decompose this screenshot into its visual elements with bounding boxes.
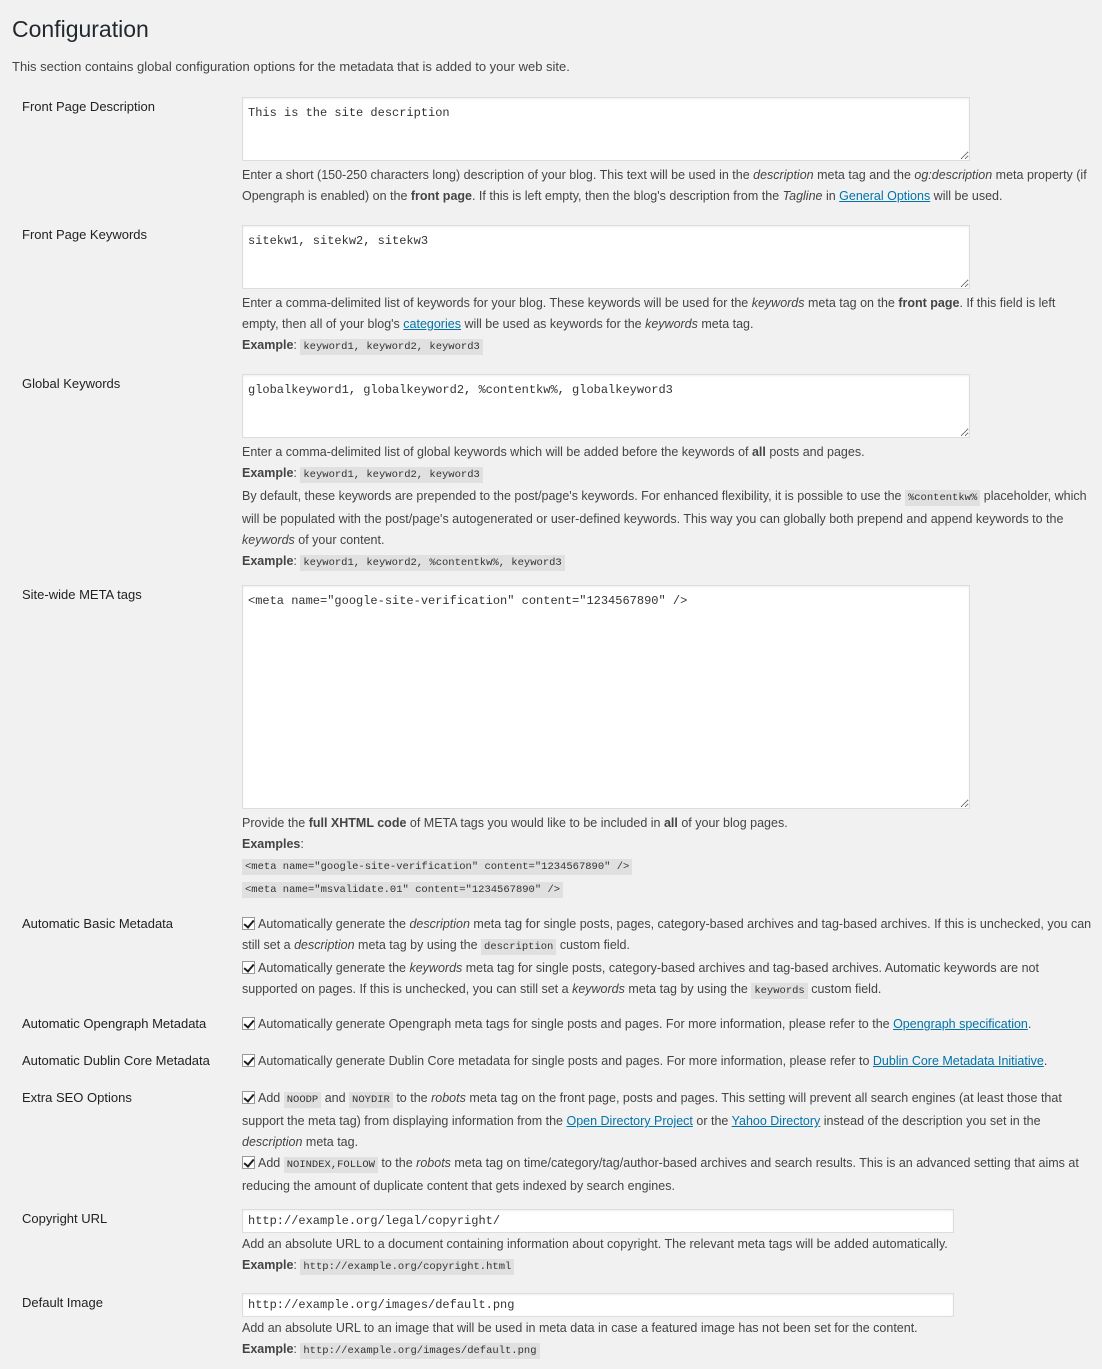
example-line: Example: http://example.org/copyright.html (242, 1255, 1092, 1278)
help-text: meta tag on the (804, 296, 899, 310)
copyright-url-input[interactable] (242, 1209, 954, 1233)
global-keywords-field-wrap (242, 374, 1092, 574)
option-text: Automatically generate Dublin Core metadata for single posts and pages. For more information, please refer to (258, 1054, 873, 1068)
copyright-label: Copyright URL (22, 1211, 108, 1226)
dublin-core-link[interactable]: Dublin Core Metadata Initiative (872, 1054, 1044, 1068)
example-label: Examples (242, 837, 301, 851)
option-text: meta tag by using the (624, 982, 752, 996)
example-code: http://example.org/images/default.png (300, 1343, 539, 1359)
global-keywords-textarea[interactable] (242, 374, 970, 438)
noindex-option (242, 1153, 1092, 1197)
example-code: keyword1, keyword2, %contentkw%, keyword3 (300, 555, 564, 571)
yahoo-directory-link[interactable]: Yahoo Directory (731, 1114, 821, 1128)
page-title: Configuration (12, 16, 149, 42)
global-keywords-label: Global Keywords (22, 376, 121, 391)
example-label: Example (242, 1258, 294, 1272)
auto-keywords-option (242, 958, 1092, 1002)
meta-tags-label: Site-wide META tags (22, 587, 142, 602)
help-text: of META tags you would like to be included in (406, 816, 664, 830)
help-bold: full XHTML code (308, 816, 407, 830)
copyright-field-wrap (242, 1209, 1092, 1278)
example-code: http://example.org/copyright.html (300, 1259, 514, 1275)
checkbox-checked-icon[interactable] (242, 1091, 255, 1104)
categories-link[interactable]: categories (403, 317, 461, 331)
help-paragraph (242, 442, 1092, 463)
help-text: in (822, 189, 840, 203)
checkbox-checked-icon[interactable] (242, 1054, 255, 1067)
option-text: or the (692, 1114, 732, 1128)
option-emphasis: description (242, 1135, 303, 1149)
option-text: custom field. (807, 982, 882, 996)
extra-seo-field-wrap (242, 1088, 1092, 1197)
help-bold: all (751, 445, 766, 459)
option-text: custom field. (556, 938, 630, 952)
option-text: Automatically generate Opengraph meta tags for single posts and pages. For more information, please refer to the (258, 1017, 894, 1031)
option-text: Automatically generate the (258, 961, 410, 975)
front-keywords-textarea[interactable] (242, 225, 970, 289)
help-paragraph (242, 813, 1092, 834)
option-emphasis: keywords (572, 982, 625, 996)
example-code: keyword1, keyword2, keyword3 (300, 339, 482, 355)
default-image-field-wrap (242, 1293, 1092, 1362)
help-text: Provide the (242, 816, 309, 830)
help-bold: front page (410, 189, 472, 203)
example-label: Example (242, 466, 294, 480)
option-emphasis: keywords (409, 961, 463, 975)
help-text: of your blog pages. (677, 816, 788, 830)
help-emphasis: og:description (914, 168, 993, 182)
meta-tags-textarea[interactable] (242, 585, 970, 809)
help-text: Enter a short (150-250 characters long) description of your blog. This text will be used in the (242, 168, 754, 182)
option-text: meta tag on time/category/tag/author-based archives and search results. This is an advanced setting that aims at reducing the amount of duplicate content that gets indexed by search engines. (242, 1156, 1079, 1193)
help-text: posts and pages. (765, 445, 865, 459)
example-label: Example (242, 554, 294, 568)
help-paragraph (242, 486, 1092, 551)
option-text: . (1027, 1017, 1032, 1031)
checkbox-checked-icon[interactable] (242, 1017, 255, 1030)
help-text: placeholder, which will be populated with the post/page's autogenerated or user-defined keywords. This way you can globally both prepend and append keywords to the (242, 489, 1087, 526)
option-text: Add (258, 1091, 284, 1105)
checkbox-checked-icon[interactable] (242, 917, 255, 930)
default-image-label: Default Image (22, 1295, 103, 1310)
placeholder-code: %contentkw% (905, 490, 980, 506)
option-text: instead of the description you set in the (820, 1114, 1041, 1128)
option-text: meta tag for single posts, category-based archives and tag-based archives. Automatic keywords are not supported on pages. If this is unchecked, you can still set a (242, 961, 1039, 996)
option-emphasis: description (294, 938, 355, 952)
opengraph-spec-link[interactable]: Opengraph specification (893, 1017, 1028, 1031)
auto-dublin-field-wrap (242, 1051, 1092, 1072)
option-text: meta tag for single posts, pages, category-based archives and tag-based archives. If this is unchecked, you can still set a (242, 917, 1092, 952)
front-description-textarea[interactable] (242, 97, 970, 161)
auto-dublin-label: Automatic Dublin Core Metadata (22, 1053, 210, 1068)
option-text: meta tag by using the (354, 938, 482, 952)
option-text: . (1043, 1054, 1048, 1068)
help-text: of your content. (294, 533, 385, 547)
help-emphasis: Tagline (782, 189, 823, 203)
global-keywords-help (242, 442, 1092, 574)
option-code: NOYDIR (349, 1092, 393, 1108)
help-paragraph (242, 293, 1092, 335)
default-image-url-input[interactable] (242, 1293, 954, 1317)
checkbox-checked-icon[interactable] (242, 961, 255, 974)
option-code: NOINDEX,FOLLOW (284, 1157, 378, 1173)
front-keywords-help (242, 293, 1092, 358)
example-label: Example (242, 338, 294, 352)
help-bold: front page (898, 296, 960, 310)
auto-dublin-option (242, 1051, 1092, 1072)
help-emphasis: keywords (751, 296, 805, 310)
option-text: meta tag. (302, 1135, 359, 1149)
help-emphasis: keywords (242, 533, 295, 547)
help-text: . If this is left empty, then the blog's description from the (471, 189, 783, 203)
option-emphasis: description (409, 917, 470, 931)
option-code: keywords (751, 983, 807, 999)
meta-tags-help (242, 813, 1092, 901)
example-line: Example: keyword1, keyword2, %contentkw%, keyword3 (242, 551, 1092, 574)
option-code: description (481, 939, 556, 955)
general-options-link[interactable]: General Options (839, 189, 931, 203)
page-intro: This section contains global configuration options for the metadata that is added to your web site. (12, 59, 570, 74)
front-description-help (242, 165, 1092, 207)
help-text: Enter a comma-delimited list of global keywords which will be added before the keywords of (242, 445, 752, 459)
examples-heading: Examples: (242, 837, 304, 851)
help-text: . If this field is left empty, then all of your blog's (242, 296, 1056, 331)
help-emphasis: description (753, 168, 814, 182)
example-line: Example: keyword1, keyword2, keyword3 (242, 463, 1092, 486)
help-text: Enter a comma-delimited list of keywords for your blog. These keywords will be used for the (242, 296, 752, 310)
auto-opengraph-option (242, 1014, 1092, 1035)
auto-opengraph-label: Automatic Opengraph Metadata (22, 1016, 207, 1031)
option-text: meta tag on the front page, posts and pages. This setting will prevent all search engines (at least those that support the meta tag) from displaying information from the (242, 1091, 1062, 1128)
example-label: Example (242, 1342, 294, 1356)
option-text: and (321, 1091, 350, 1105)
example-code: <meta name="google-site-verification" content="1234567890" /> (242, 859, 632, 875)
help-paragraph: Add an absolute URL to an image that will be used in meta data in case a featured image has not been set for the content. (242, 1321, 918, 1335)
front-keywords-field-wrap (242, 225, 1092, 358)
help-text: meta tag and the (813, 168, 915, 182)
meta-tags-field-wrap (242, 585, 1092, 901)
help-paragraph: Add an absolute URL to a document containing information about copyright. The relevant meta tags will be added automatically. (242, 1237, 948, 1251)
auto-description-option (242, 914, 1092, 958)
example-line (242, 855, 1092, 878)
help-text: will be used. (930, 189, 1003, 203)
option-text: Add (258, 1156, 284, 1170)
help-text: meta property (if Opengraph is enabled) on the (242, 168, 1087, 203)
option-code: NOODP (284, 1092, 322, 1108)
example-line: Example: keyword1, keyword2, keyword3 (242, 335, 1092, 358)
help-bold: all (663, 816, 678, 830)
default-image-help (242, 1318, 1092, 1362)
noodp-option (242, 1088, 1092, 1153)
option-text: to the (377, 1156, 417, 1170)
extra-seo-label: Extra SEO Options (22, 1090, 132, 1105)
example-line (242, 878, 1092, 901)
front-description-label: Front Page Description (22, 99, 155, 114)
example-line: Example: http://example.org/images/default.png (242, 1339, 1092, 1362)
open-directory-link[interactable]: Open Directory Project (566, 1114, 693, 1128)
front-description-field-wrap (242, 97, 1092, 207)
help-text: will be used as keywords for the (460, 317, 646, 331)
help-text: By default, these keywords are prepended to the post/page's keywords. For enhanced flexibility, it is possible to use the (242, 489, 905, 503)
help-emphasis: keywords (645, 317, 698, 331)
option-text: to the (392, 1091, 432, 1105)
option-text: Automatically generate the (258, 917, 410, 931)
auto-basic-label: Automatic Basic Metadata (22, 916, 174, 931)
help-text: meta tag. (697, 317, 754, 331)
example-code: <meta name="msvalidate.01" content="1234567890" /> (242, 882, 563, 898)
front-keywords-label: Front Page Keywords (22, 227, 148, 242)
option-emphasis: robots (431, 1091, 466, 1105)
auto-opengraph-field-wrap (242, 1014, 1092, 1035)
option-emphasis: robots (416, 1156, 451, 1170)
auto-basic-field-wrap (242, 914, 1092, 1002)
example-code: keyword1, keyword2, keyword3 (300, 467, 482, 483)
checkbox-checked-icon[interactable] (242, 1156, 255, 1169)
copyright-help (242, 1234, 1092, 1278)
